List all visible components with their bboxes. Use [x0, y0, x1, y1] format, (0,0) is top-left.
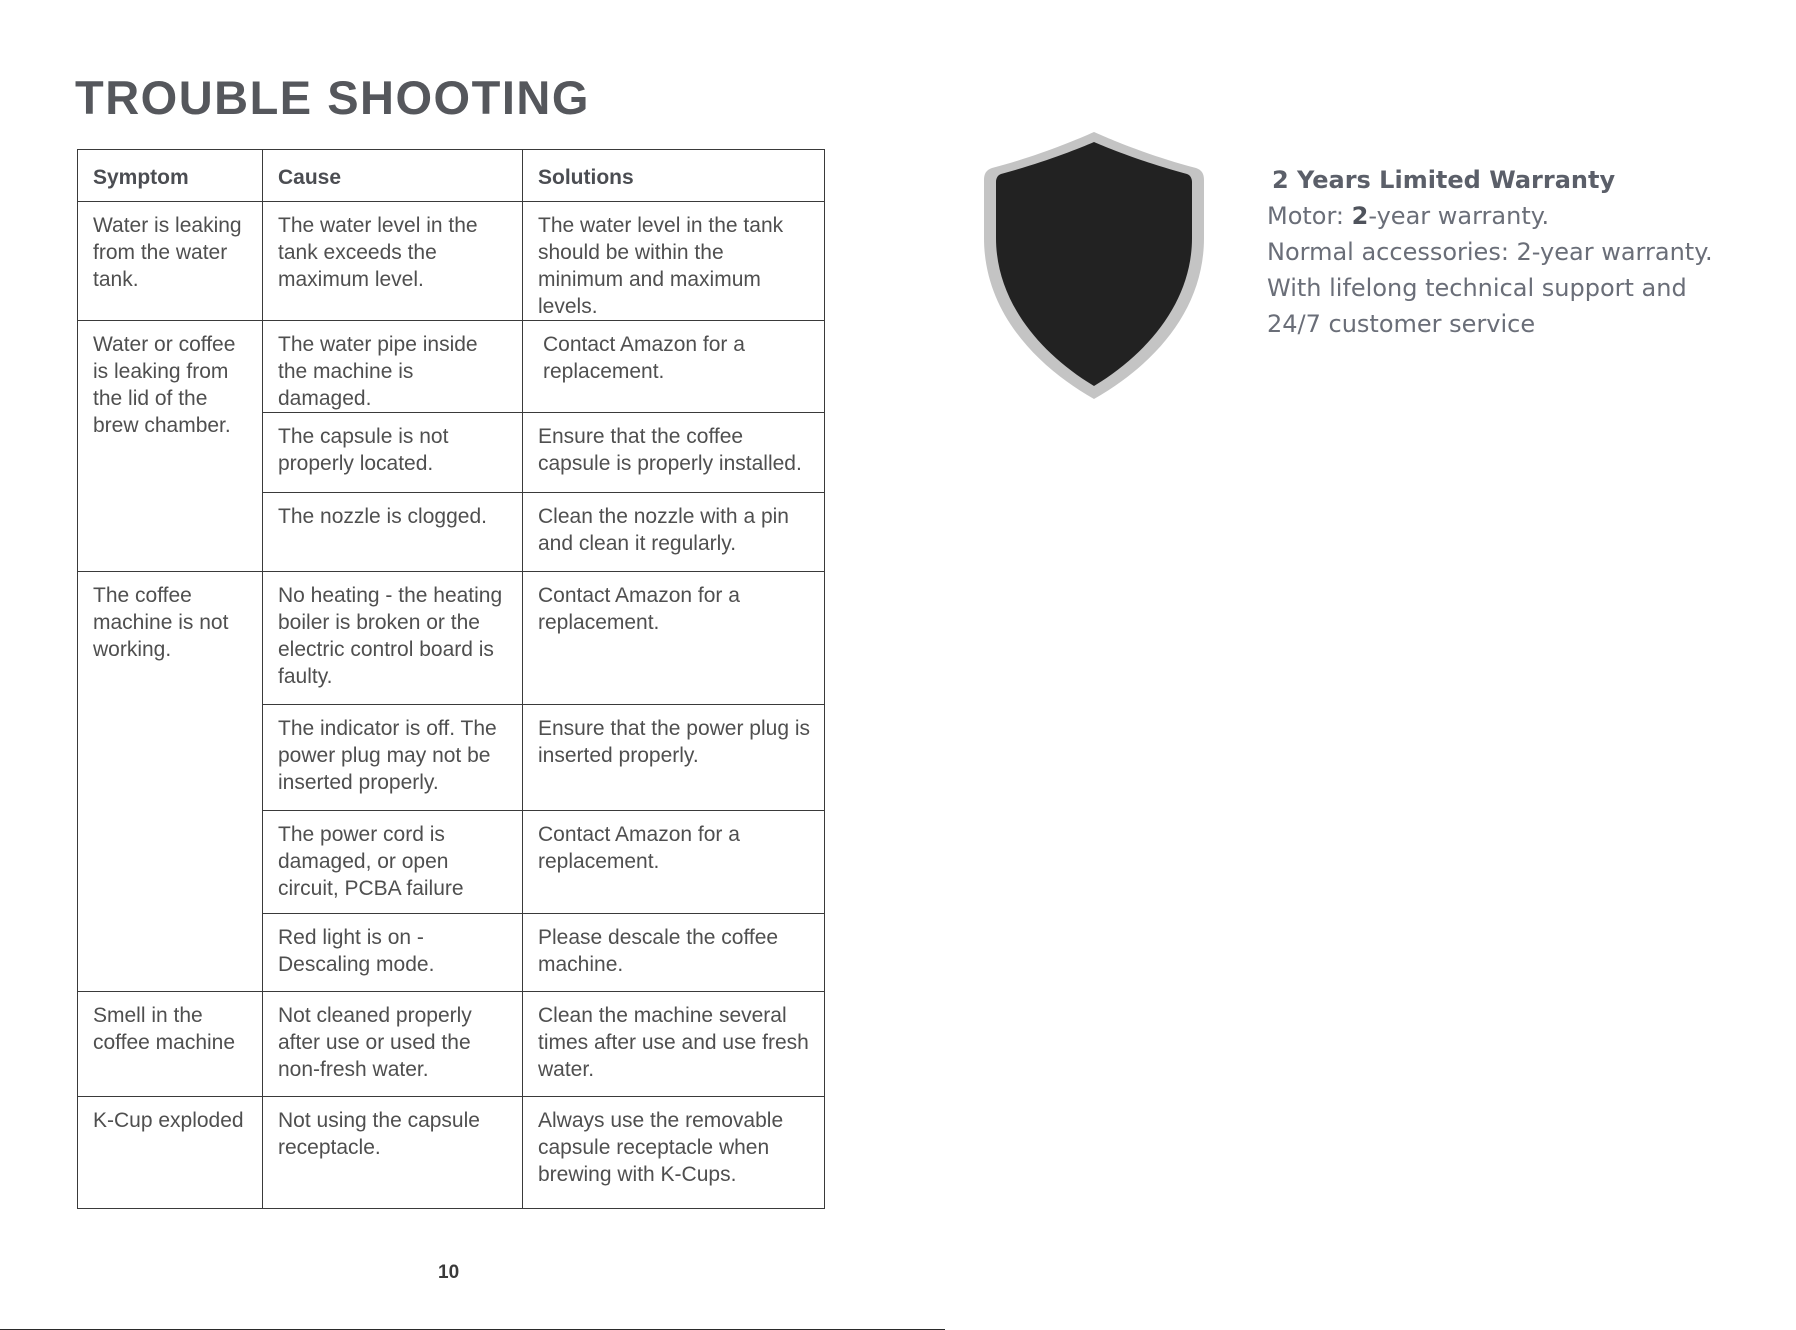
solution-cell: Please descale the coffee machine. [523, 914, 825, 992]
symptom-cell: Water or coffee is leaking from the lid of the brew chamber. [78, 321, 263, 572]
warranty-support-line-1: With lifelong technical support and [1267, 274, 1687, 302]
warranty-motor-line [1267, 198, 1767, 234]
cause-cell: The water pipe inside the machine is damaged. [263, 321, 523, 413]
warranty-support-line-2: 24/7 customer service [1267, 310, 1536, 338]
table-row [78, 992, 825, 1097]
header-cause: Cause [263, 150, 523, 202]
page-title: TROUBLE SHOOTING [75, 71, 590, 124]
solution-cell: Clean the machine several times after use and use fresh water. [523, 992, 825, 1097]
cause-cell: The water level in the tank exceeds the maximum level. [263, 202, 523, 321]
cause-cell: The capsule is not properly located. [263, 413, 523, 493]
solution-cell: Contact Amazon for a replacement. [523, 321, 825, 413]
solution-cell: Ensure that the coffee capsule is properly installed. [523, 413, 825, 493]
table-header-row [78, 150, 825, 202]
solution-cell: Always use the removable capsule receptacle when brewing with K-Cups. [523, 1097, 825, 1209]
table-row [78, 572, 825, 705]
symptom-cell: K-Cup exploded [78, 1097, 263, 1209]
warranty-info [1267, 162, 1767, 342]
cause-cell: Not cleaned properly after use or used the non-fresh water. [263, 992, 523, 1097]
warranty-motor-suffix: -year warranty. [1368, 202, 1550, 230]
warranty-accessories-line: Normal accessories: 2-year warranty. [1267, 238, 1713, 266]
cause-cell: No heating - the heating boiler is broken or the electric control board is faulty. [263, 572, 523, 705]
table-row [78, 202, 825, 321]
warranty-title: 2 Years Limited Warranty [1272, 166, 1616, 194]
cause-cell: Not using the capsule receptacle. [263, 1097, 523, 1209]
symptom-cell: The coffee machine is not working. [78, 572, 263, 992]
solution-cell: Contact Amazon for a replacement. [523, 572, 825, 705]
table-row [78, 1097, 825, 1209]
solution-cell: Clean the nozzle with a pin and clean it regularly. [523, 493, 825, 572]
cause-cell: The nozzle is clogged. [263, 493, 523, 572]
cause-cell: Red light is on - Descaling mode. [263, 914, 523, 992]
header-symptom: Symptom [78, 150, 263, 202]
cause-cell: The power cord is damaged, or open circuit, PCBA failure [263, 811, 523, 914]
table-row [78, 321, 825, 413]
symptom-cell: Smell in the coffee machine [78, 992, 263, 1097]
header-solutions: Solutions [523, 150, 825, 202]
shield-icon [982, 128, 1206, 403]
solution-cell: The water level in the tank should be within the minimum and maximum levels. [523, 202, 825, 321]
page-number: 10 [438, 1262, 460, 1283]
cause-cell: The indicator is off. The power plug may not be inserted properly. [263, 705, 523, 811]
warranty-motor-prefix: Motor: [1267, 202, 1352, 230]
symptom-cell: Water is leaking from the water tank. [78, 202, 263, 321]
troubleshooting-table [77, 149, 825, 1209]
solution-cell: Ensure that the power plug is inserted properly. [523, 705, 825, 811]
solution-cell: Contact Amazon for a replacement. [523, 811, 825, 914]
warranty-motor-years: 2 [1351, 202, 1369, 230]
